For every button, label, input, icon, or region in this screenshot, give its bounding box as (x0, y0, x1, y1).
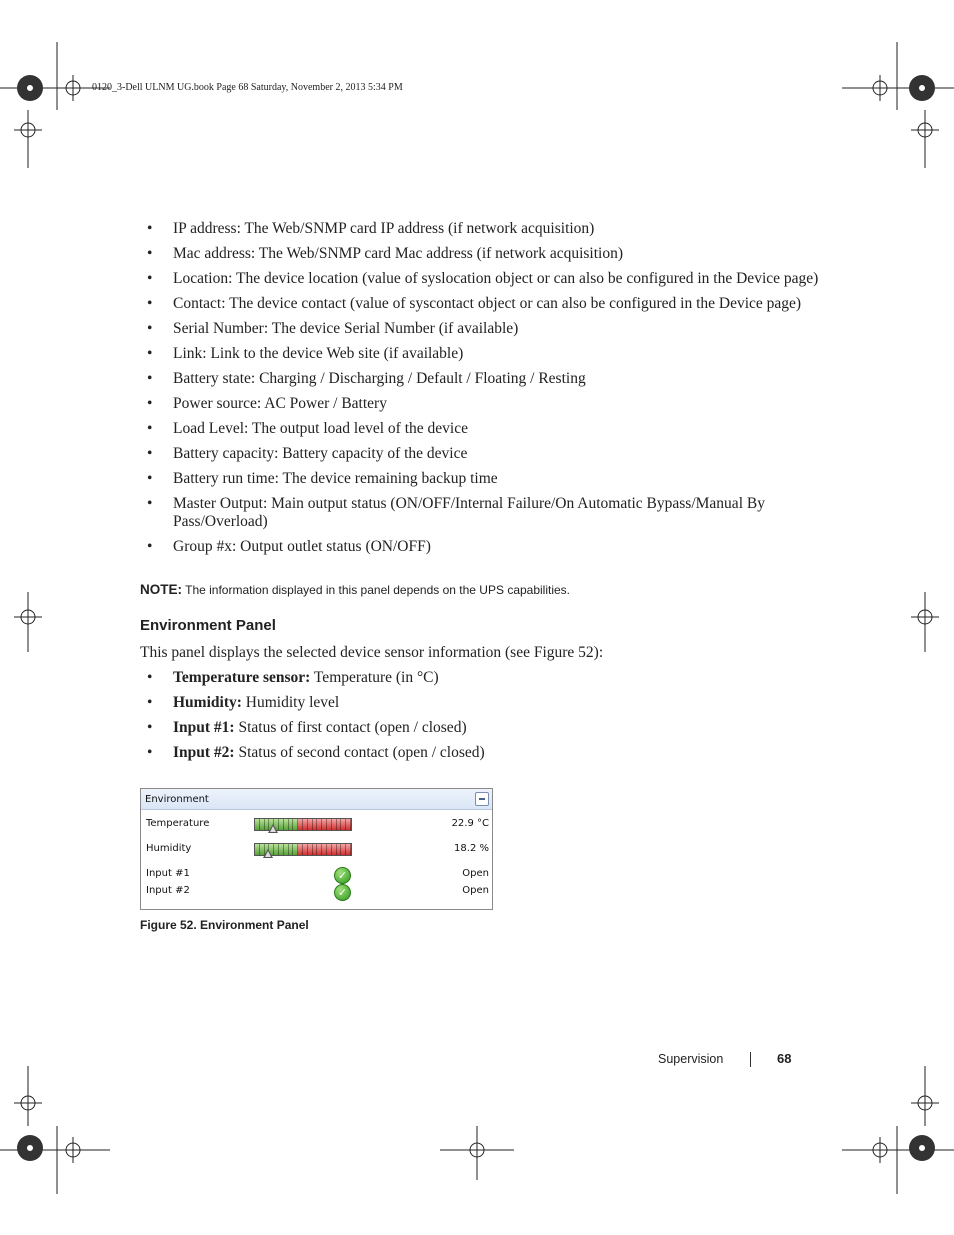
list-item (147, 245, 827, 263)
list-item (147, 370, 827, 388)
panel-title: Environment (145, 794, 209, 805)
row-input-2 (141, 885, 492, 899)
row-temperature (141, 818, 492, 832)
bullet-icon: • (147, 270, 153, 287)
section-title: Environment Panel (140, 617, 276, 634)
list-item-text: Master Output: Main output status (ON/OFF/Internal Failure/On Automatic Bypass/Manual By Pass/Overload) (173, 495, 765, 530)
list-item-text: Mac address: The Web/SNMP card Mac address (if network acquisition) (173, 245, 624, 262)
bullet-icon: • (147, 694, 153, 711)
main-bullet-list (147, 220, 827, 563)
bullet-icon: • (147, 470, 153, 487)
list-item-desc: Status of second contact (open / closed) (234, 744, 485, 761)
figure-caption: Figure 52. Environment Panel (140, 918, 309, 932)
list-item-text: Location: The device location (value of syslocation object or can also be configured in the Device page) (173, 270, 819, 287)
gauge-segment (346, 819, 351, 830)
gauge-segment (346, 844, 351, 855)
footer-divider (750, 1052, 751, 1067)
list-item-text: Power source: AC Power / Battery (173, 395, 387, 412)
bullet-icon: • (147, 669, 153, 686)
bullet-icon: • (147, 420, 153, 437)
note-label: NOTE: (140, 582, 182, 597)
list-item-text: Link: Link to the device Web site (if available) (173, 345, 464, 362)
page-number: 68 (777, 1051, 792, 1066)
list-item-text: Battery state: Charging / Discharging / Default / Floating / Resting (173, 370, 586, 387)
list-item-text: IP address: The Web/SNMP card IP address (if network acquisition) (173, 220, 595, 237)
bullet-icon: • (147, 295, 153, 312)
bullet-icon: • (147, 495, 153, 512)
note (140, 582, 570, 597)
list-item (147, 395, 827, 413)
list-item (147, 694, 827, 712)
list-item (147, 470, 827, 488)
list-item-text: Contact: The device contact (value of syscontact object or can also be configured in the Device page) (173, 295, 802, 312)
list-item (147, 669, 827, 687)
row-label: Temperature (146, 818, 210, 829)
humidity-marker-icon (263, 849, 273, 858)
list-item-term: Temperature sensor: (173, 669, 311, 686)
list-item-text: Battery capacity: Battery capacity of the device (173, 445, 468, 462)
list-item-term: Humidity: (173, 694, 242, 711)
row-value: Open (462, 885, 489, 896)
row-value: Open (462, 868, 489, 879)
temperature-marker-icon (268, 824, 278, 833)
bullet-icon: • (147, 395, 153, 412)
list-item (147, 320, 827, 338)
check-icon: ✓ (334, 867, 351, 884)
list-item (147, 744, 827, 762)
list-item-text: Group #x: Output outlet status (ON/OFF) (173, 538, 431, 555)
bullet-icon: • (147, 744, 153, 761)
bullet-icon: • (147, 245, 153, 262)
list-item (147, 445, 827, 463)
row-label: Humidity (146, 843, 192, 854)
list-item (147, 495, 827, 531)
list-item-text: Serial Number: The device Serial Number (if available) (173, 320, 519, 337)
bullet-icon: • (147, 538, 153, 555)
row-value: 18.2 % (454, 843, 489, 854)
row-value: 22.9 °C (451, 818, 489, 829)
list-item (147, 345, 827, 363)
bullet-icon: • (147, 345, 153, 362)
list-item-text: Load Level: The output load level of the device (173, 420, 468, 437)
note-text: The information displayed in this panel depends on the UPS capabilities. (182, 583, 571, 597)
list-item (147, 270, 827, 288)
collapse-icon[interactable] (475, 792, 489, 806)
list-item-term: Input #1: (173, 719, 235, 736)
row-label: Input #1 (146, 868, 190, 879)
list-item (147, 220, 827, 238)
list-item-text: Battery run time: The device remaining backup time (173, 470, 498, 487)
row-label: Input #2 (146, 885, 190, 896)
section-intro: This panel displays the selected device sensor information (see Figure 52): (140, 644, 604, 661)
environment-panel (140, 788, 493, 910)
header-file-info: 0120_3-Dell ULNM UG.book Page 68 Saturday, November 2, 2013 5:34 PM (92, 82, 403, 93)
list-item-desc: Humidity level (241, 694, 340, 711)
list-item (147, 719, 827, 737)
list-item-desc: Temperature (in °C) (310, 669, 439, 686)
list-item (147, 538, 827, 556)
bullet-icon: • (147, 445, 153, 462)
list-item-desc: Status of first contact (open / closed) (234, 719, 467, 736)
bullet-icon: • (147, 220, 153, 237)
list-item (147, 420, 827, 438)
bullet-icon: • (147, 370, 153, 387)
list-item-term: Input #2: (173, 744, 235, 761)
bullet-icon: • (147, 320, 153, 337)
list-item (147, 295, 827, 313)
row-humidity (141, 843, 492, 857)
check-icon: ✓ (334, 884, 351, 901)
footer-section: Supervision (658, 1052, 724, 1066)
panel-header (141, 789, 492, 810)
bullet-icon: • (147, 719, 153, 736)
env-bullet-list (147, 669, 827, 769)
row-input-1 (141, 868, 492, 882)
